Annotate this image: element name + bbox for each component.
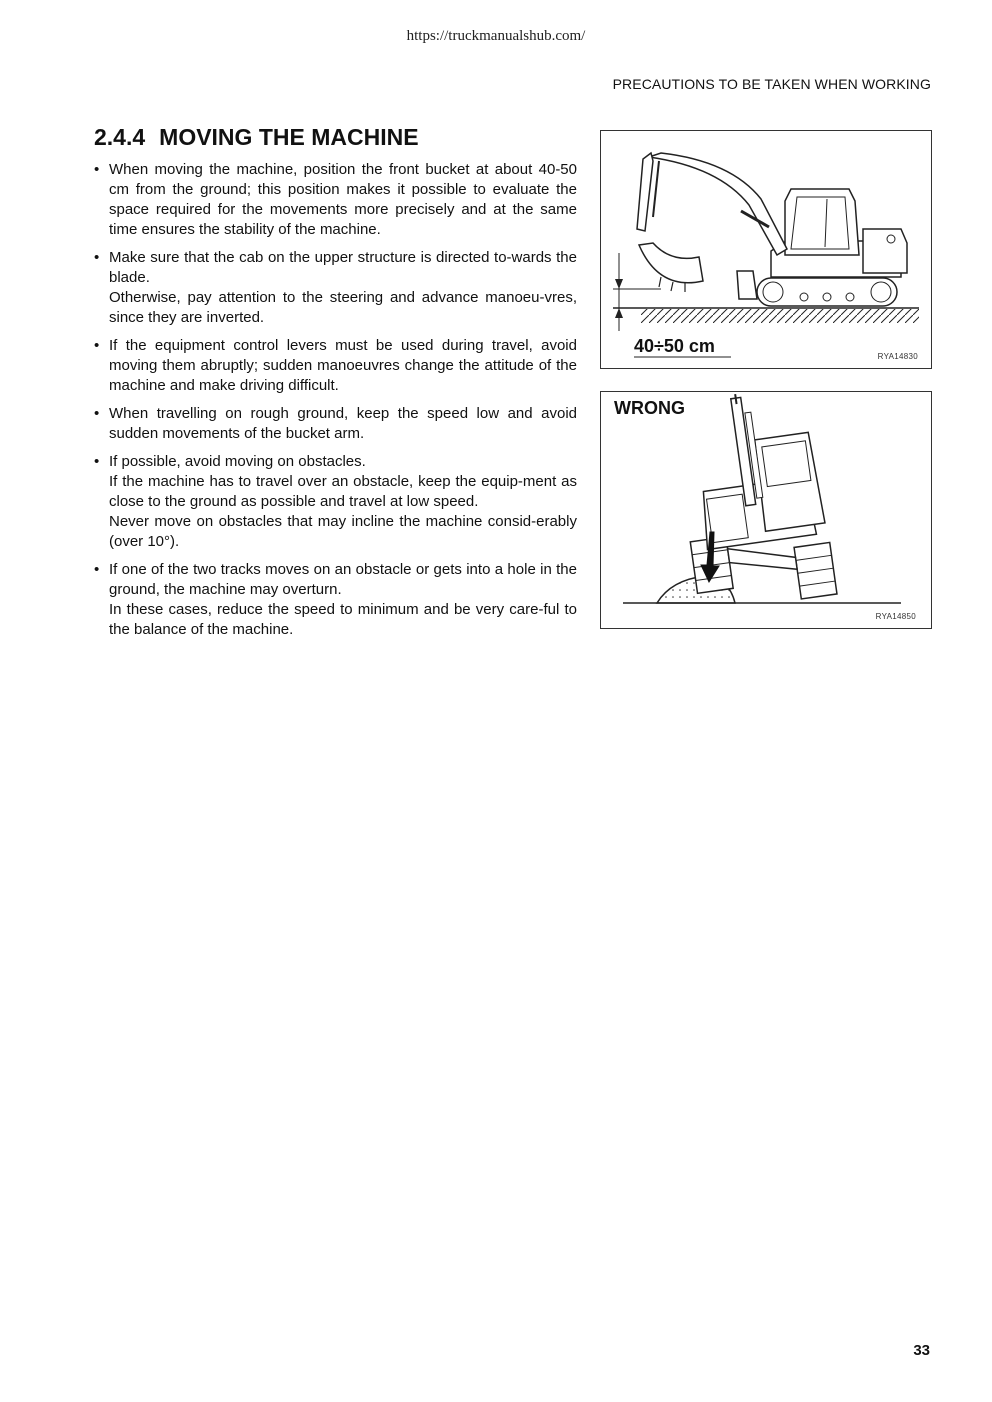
bullet-item <box>94 160 577 240</box>
excavator-tilting-illustration <box>601 392 931 628</box>
bullet-item <box>94 248 577 328</box>
bullet-mark: • <box>94 405 100 422</box>
figure-bucket-height <box>600 130 932 369</box>
bullet-item <box>94 336 577 396</box>
source-url[interactable]: https://truckmanualshub.com/ <box>406 28 586 44</box>
height-dimension-label: 40÷50 cm <box>634 336 715 356</box>
bullet-mark: • <box>94 337 100 354</box>
bullet-paragraph: If the machine has to travel over an obstacle, keep the equip-ment as close to the ground as possible and travel at low speed. <box>109 473 577 510</box>
running-head: PRECAUTIONS TO BE TAKEN WHEN WORKING <box>612 76 931 92</box>
bullet-paragraph: When moving the machine, position the front bucket at about 40-50 cm from the ground; this position makes it possible to evaluate the space required for the movements more precisely and at the same time ensures the stability of the machine. <box>109 161 577 238</box>
excavator-travel-illustration <box>601 131 931 368</box>
bullet-item <box>94 452 577 552</box>
bullet-item <box>94 404 577 444</box>
bullet-paragraph: Otherwise, pay attention to the steering and advance manoeu-vres, since they are inverted. <box>109 289 577 326</box>
bullet-paragraph: Never move on obstacles that may incline the machine consid-erably (over 10°). <box>109 513 577 550</box>
bullet-mark: • <box>94 161 100 178</box>
section-number: 2.4.4 <box>94 124 146 150</box>
page-number: 33 <box>913 1342 930 1359</box>
bullet-paragraph: Make sure that the cab on the upper structure is directed to-wards the blade. <box>109 249 577 286</box>
bullet-paragraph: If the equipment control levers must be used during travel, avoid moving them abruptly; sudden manoeuvres change the attitude of the machine and make driving difficult. <box>109 337 577 394</box>
section-heading: MOVING THE MACHINE <box>159 124 419 150</box>
bullet-mark: • <box>94 561 100 578</box>
bullet-paragraph: In these cases, reduce the speed to minimum and be very care-ful to the balance of the machine. <box>109 601 577 638</box>
bullet-item <box>94 560 577 640</box>
bullet-list <box>94 160 577 648</box>
bullet-mark: • <box>94 249 100 266</box>
figure-code: RYA14830 <box>877 352 918 361</box>
wrong-label: WRONG <box>614 398 685 418</box>
bullet-paragraph: When travelling on rough ground, keep the speed low and avoid sudden movements of the bucket arm. <box>109 405 577 442</box>
bullet-paragraph: If possible, avoid moving on obstacles. <box>109 453 366 470</box>
bullet-mark: • <box>94 453 100 470</box>
section-title <box>94 124 419 151</box>
figure-code: RYA14850 <box>875 612 916 621</box>
figure-wrong-obstacle <box>600 391 932 629</box>
bullet-paragraph: If one of the two tracks moves on an obstacle or gets into a hole in the ground, the machine may overturn. <box>109 561 577 598</box>
